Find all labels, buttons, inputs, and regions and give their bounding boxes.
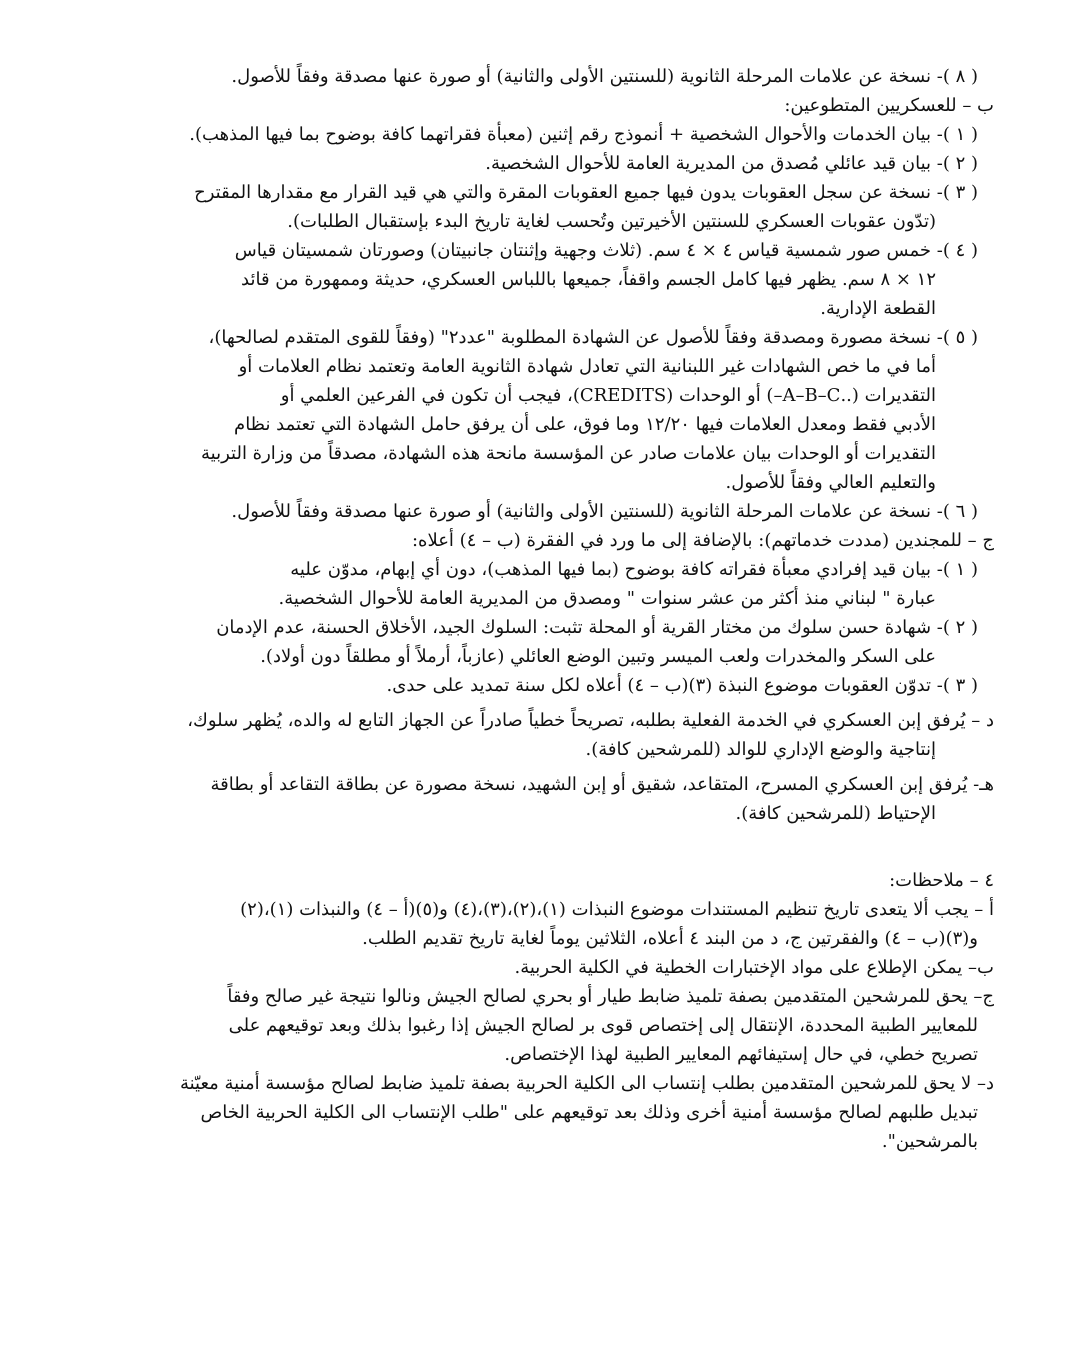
item-b5-line5: التقديرات أو الوحدات بيان علامات صادر عن المؤسسة مانحة هذه الشهادة، مصدقاً من وزارة التربية — [201, 443, 936, 464]
item-b3-line1: ( ٣ )- نسخة عن سجل العقوبات يدون فيها جميع العقوبات المقرة والتي هي قيد القرار مع مقدارها المقترح — [194, 182, 978, 203]
note-c-line1: ج– يحق للمرشحين المتقدمين بصفة تلميذ ضابط طيار أو بحري لصالح الجيش ونالوا نتيجة غير صالح وفقاً — [227, 986, 994, 1007]
item-b4-line1: ( ٤ )- خمس صور شمسية قياس ٤ × ٤ سم. (ثلاث وجهية وإثنتان جانبيتان) وصورتان شمسيتان قياس — [234, 240, 978, 261]
notes-title: ٤ – ملاحظات: — [889, 870, 994, 891]
item-b5-line4: الأدبي فقط ومعدل العلامات فيها ١٢/٢٠ وما فوق، على أن يرفق حامل الشهادة التي تعتمد نظام — [234, 414, 936, 435]
item-b4-line2: ١٢ × ٨ سم. يظهر فيها كامل الجسم واقفاً، جميعها باللباس العسكري، حديثة وممهورة من قائد — [241, 269, 936, 290]
item-c2-line2: على السكر والمخدرات ولعب الميسر وتبين الوضع العائلي (عازباً، أرملاً أو مطلقاً دون أولاد). — [260, 646, 936, 667]
item-b5-line1: ( ٥ )- نسخة مصورة ومصدقة وفقاً للأصول عن الشهادة المطلوبة "عدد٢" (وفقاً للقوى المتقدم لصالحها)، — [208, 327, 978, 348]
section-d-line2: إنتاجية والوضع الإداري للوالد (للمرشحين كافة). — [585, 739, 936, 760]
note-d-line3: بالمرشحين". — [881, 1131, 978, 1152]
note-c-line2: للمعايير الطبية المحددة، الإنتقال إلى إختصاص قوى بر لصالح الجيش إذا رغبوا بذلك وبعد توقيعهم على — [228, 1015, 978, 1036]
item-c3: ( ٣ )- تدوّن العقوبات موضوع النبذة (٣)(ب – ٤) أعلاه لكل سنة تمديد على حدى. — [386, 675, 978, 696]
note-d-line2: تبديل طلبهم لصالح مؤسسة أمنية أخرى وذلك بعد توقيعهم على "طلب الإنتساب الى الكلية الحربية الخاص — [200, 1102, 978, 1123]
note-d-line1: د– لا يحق للمرشحين المتقدمين بطلب إنتساب الى الكلية الحربية بصفة تلميذ ضابط لصالح مؤسسة أمنية معيّنة — [179, 1073, 994, 1094]
section-e-line2: الإحتياط (للمرشحين كافة). — [735, 803, 936, 824]
item-b8: ( ٨ )- نسخة عن علامات المرحلة الثانوية (للسنتين الأولى والثانية) أو صورة عنها مصدقة وفقاً للأصول. — [231, 66, 978, 87]
item-b1: ( ١ )- بيان الخدمات والأحوال الشخصية + أنموذج رقم إثنين (معبأة فقراتهما كافة بوضوح بما فيها المذهب). — [189, 124, 978, 145]
section-b-title: ب – للعسكريين المتطوعين: — [784, 95, 994, 116]
section-e-line1: هـ- يُرفق إبن العسكري المسرح، المتقاعد، شقيق أو إبن الشهيد، نسخة مصورة عن بطاقة التقاعد أو بطاقة — [210, 774, 994, 795]
section-c-title: ج – للمجندين (مددت خدماتهم): بالإضافة إلى ما ورد في الفقرة (ب – ٤) أعلاه: — [411, 530, 994, 551]
item-c1-line2: عبارة " لبناني منذ أكثر من عشر سنوات " ومصدق من المديرية العامة للأحوال الشخصية. — [278, 588, 936, 609]
item-c1-line1: ( ١ )- بيان قيد إفرادي معبأة فقراته كافة بوضوح (بما فيها المذهب)، دون أي إبهام، مدوّن عليه — [290, 559, 978, 580]
note-a-line1: أ – يجب ألا يتعدى تاريخ تنظيم المستندات موضوع النبذات (١)،(٢)،(٣)،(٤) و(٥)(أ – ٤) والنبذات (١)،(٢) — [240, 899, 994, 920]
note-b: ب– يمكن الإطلاع على مواد الإختبارات الخطية في الكلية الحربية. — [514, 957, 994, 978]
item-b4-line3: القطعة الإدارية. — [820, 298, 936, 319]
item-b5-line2: أما في ما خص الشهادات غير اللبنانية التي تعادل شهادة الثانوية العامة وتعتمد نظام العلامات أو — [238, 356, 936, 377]
item-b6: ( ٦ )- نسخة عن علامات المرحلة الثانوية (للسنتين الأولى والثانية) أو صورة عنها مصدقة وفقاً للأصول. — [231, 501, 978, 522]
spacer — [104, 828, 994, 866]
note-c-line3: تصريح خطي، في حال إستيفائهم المعايير الطبية لهذا الإختصاص. — [504, 1044, 978, 1065]
item-c2-line1: ( ٢ )- شهادة حسن سلوك من مختار القرية أو المحلة تثبت: السلوك الجيد، الأخلاق الحسنة، عدم الإدمان — [216, 617, 978, 638]
section-d-line1: د – يُرفق إبن العسكري في الخدمة الفعلية بطلبه، تصريحاً خطياً صادراً عن الجهاز التابع له والده، يُظهر سلوك، — [187, 710, 994, 731]
note-a-line2: و(٣)(ب – ٤) والفقرتين ج، د من البند ٤ أعلاه، الثلاثين يوماً لغاية تاريخ تقديم الطلب. — [362, 928, 978, 949]
item-b5-line6: والتعليم العالي وفقاً للأصول. — [725, 472, 936, 493]
item-b2: ( ٢ )- بيان قيد عائلي مُصدق من المديرية العامة للأحوال الشخصية. — [485, 153, 978, 174]
item-b3-line2: (تدّون عقوبات العسكري للسنتين الأخيرتين وتُحسب لغاية تاريخ البدء بإستقبال الطلبات). — [287, 211, 936, 232]
item-b5-line3: التقديرات (..A–B–C–) أو الوحدات (CREDITS)، فيجب أن تكون في الفرعين العلمي أو — [280, 385, 936, 406]
